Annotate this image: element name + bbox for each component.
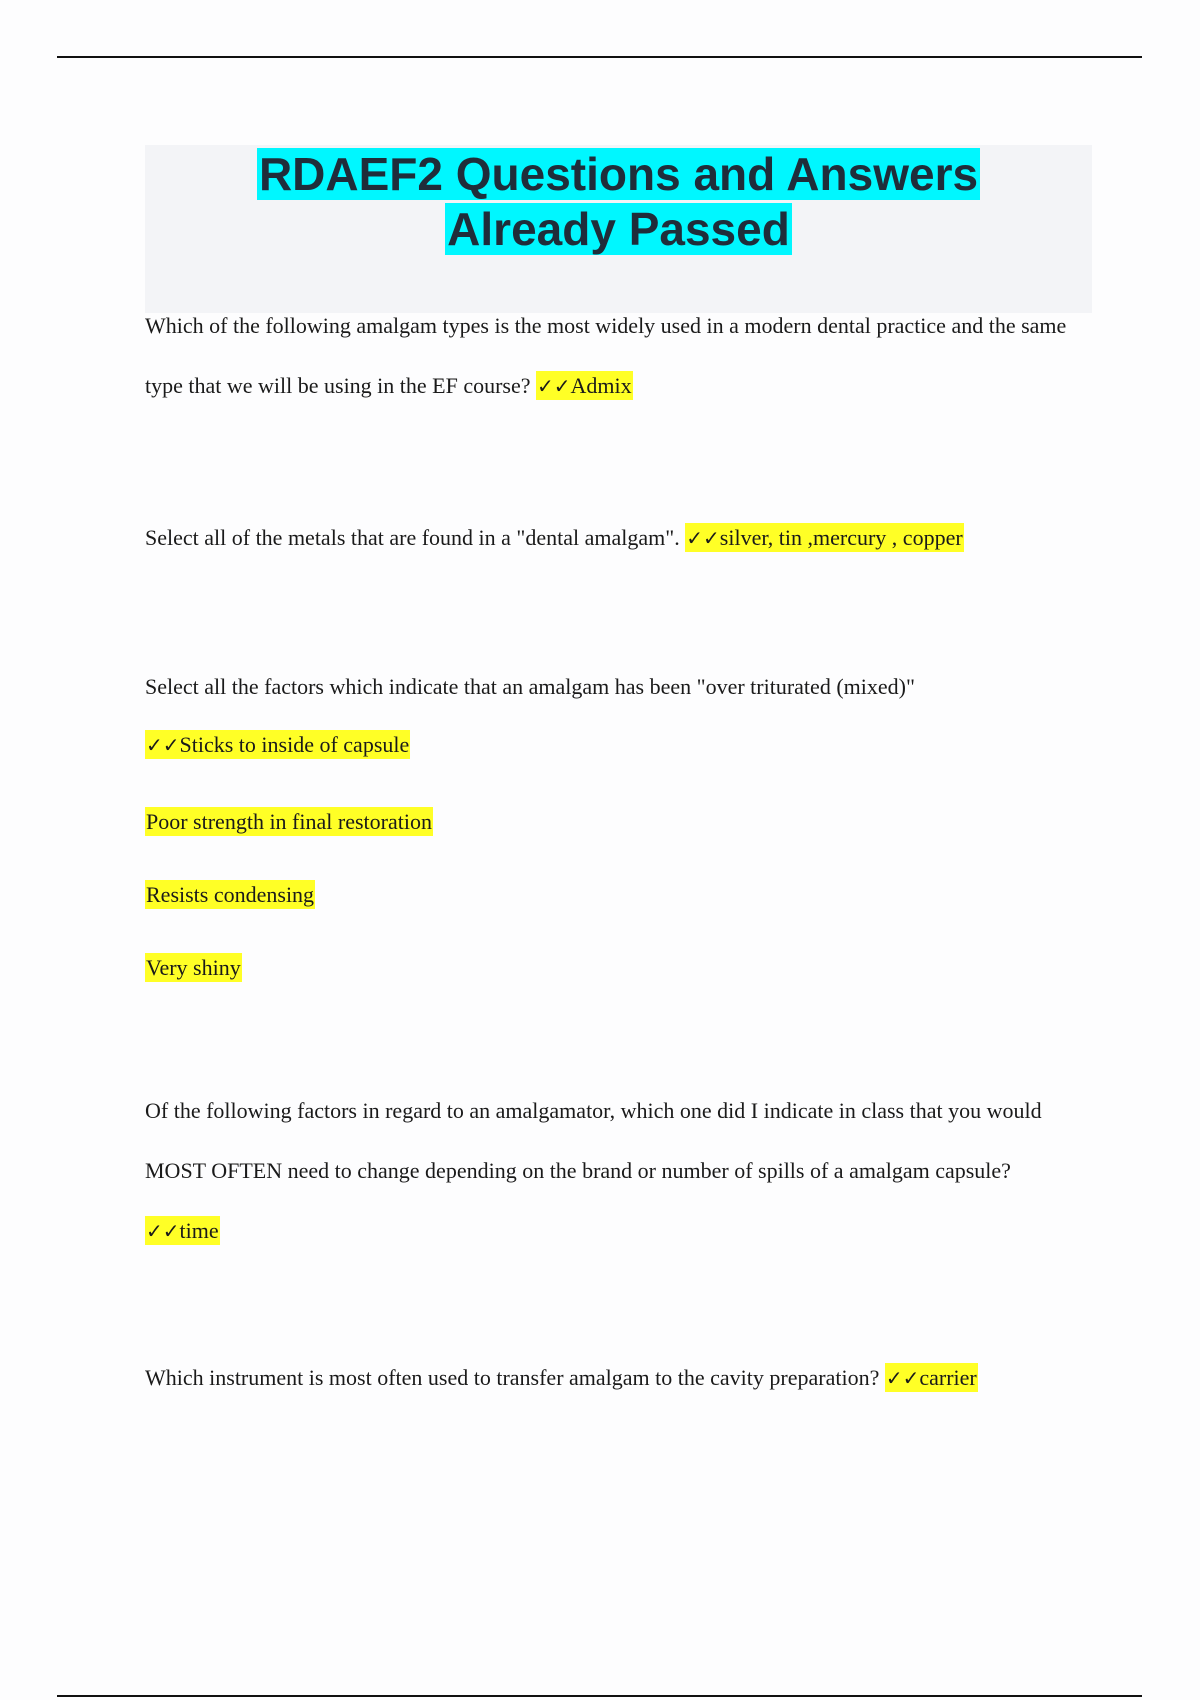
question-3 (145, 657, 1095, 717)
question-3-answer-3 (145, 880, 315, 910)
question-3-text: Select all the factors which indicate that an amalgam has been "over triturated (mixed)" (145, 674, 915, 699)
question-3-answer-1 (145, 730, 410, 760)
question-5-text: Which instrument is most often used to transfer amalgam to the cavity preparation? (145, 1365, 880, 1390)
header-rule (57, 56, 1142, 58)
question-3-answer-4 (145, 953, 242, 983)
question-1 (145, 296, 1095, 416)
question-4 (145, 1081, 1090, 1261)
answer-text: time (179, 1218, 219, 1243)
answer-text: Sticks to inside of capsule (179, 732, 410, 757)
question-4-text: Of the following factors in regard to an amalgamator, which one did I indicate in class that you would MOST OFTEN need to change depending on the brand or number of spills of a amalgam capsule? (145, 1098, 1042, 1183)
answer-text: Resists condensing (146, 882, 315, 907)
question-1-answer (536, 371, 633, 400)
question-2-answer (685, 523, 963, 552)
question-2-text: Select all of the metals that are found in a "dental amalgam". (145, 525, 680, 550)
check-icon: ✓✓ (686, 526, 720, 550)
question-4-answer (145, 1216, 220, 1245)
answer-text: Poor strength in final restoration (146, 809, 432, 834)
question-3-answer-2 (145, 807, 433, 837)
question-2 (145, 508, 1095, 568)
document-title (145, 145, 1092, 257)
title-line-2: Already Passed (447, 203, 790, 255)
answer-text: silver, tin ,mercury , copper (719, 525, 963, 550)
check-icon: ✓✓ (885, 1366, 920, 1390)
question-1-text: Which of the following amalgam types is the most widely used in a modern dental practice and the same type that we will be using in the EF course? (145, 313, 1067, 398)
question-5-answer (885, 1363, 978, 1392)
footer-rule (57, 1695, 1142, 1697)
check-icon: ✓✓ (537, 374, 571, 398)
title-block (145, 145, 1092, 313)
check-icon: ✓✓ (146, 1219, 180, 1243)
title-line-1: RDAEF2 Questions and Answers (258, 148, 979, 200)
answer-text: Admix (570, 373, 632, 398)
answer-text: carrier (919, 1365, 977, 1390)
check-icon: ✓✓ (146, 733, 180, 757)
answer-text: Very shiny (146, 955, 241, 980)
question-5 (145, 1348, 1095, 1408)
